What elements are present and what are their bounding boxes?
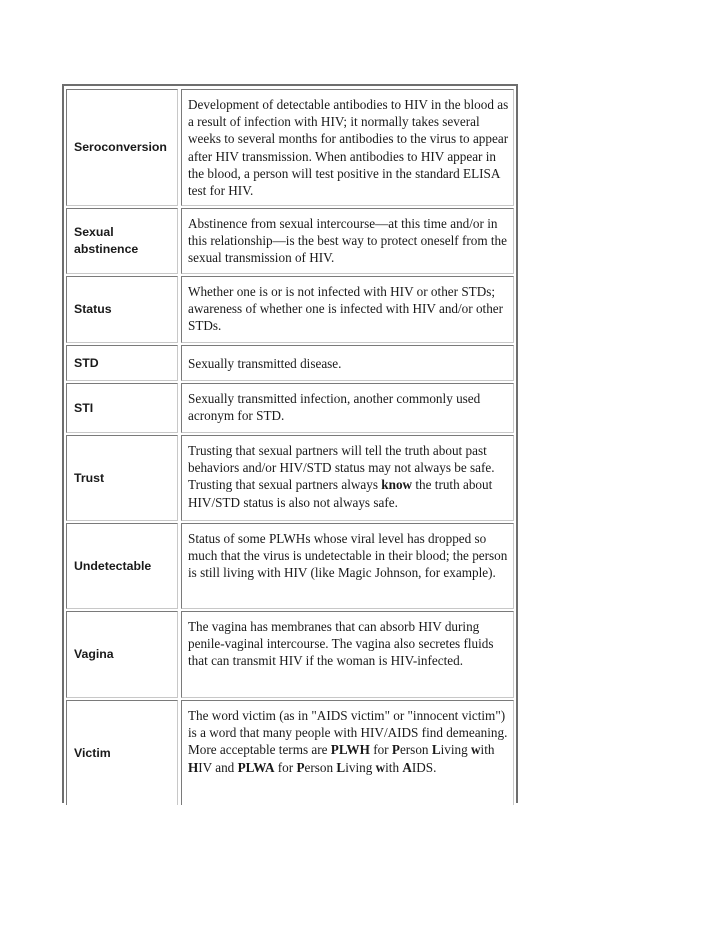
glossary-row-vagina	[66, 611, 514, 698]
term-cell	[66, 383, 178, 433]
definition-text: iving	[345, 759, 376, 775]
definition-text: IDS.	[411, 759, 437, 775]
definition-text: ith	[480, 742, 495, 758]
term-label: Status	[74, 302, 112, 316]
term-label: Seroconversion	[74, 140, 167, 154]
glossary-row-trust	[66, 435, 514, 521]
emphasis-text: w	[375, 759, 386, 775]
glossary-table	[62, 84, 518, 803]
definition-text: erson	[399, 742, 432, 758]
definition-text: erson	[304, 759, 337, 775]
definition-cell: Status of some PLWHs whose viral level has dropped so much that the virus is undetectable in their blood; the person is still living with HIV (like Magic Johnson, for example).	[181, 523, 514, 609]
definition-text: the truth about HIV/STD status is also not always safe.	[188, 477, 493, 510]
emphasis-text: w	[471, 742, 481, 758]
emphasis-text: L	[431, 742, 441, 758]
emphasis-text: PLWH	[330, 742, 370, 758]
term-label: Vagina	[74, 647, 114, 661]
definition-cell: Abstinence from sexual intercourse—at this time and/or in this relationship—is the best way to protect oneself from the sexual transmission of HIV.	[181, 208, 514, 274]
definition-text: for	[274, 759, 297, 775]
definition-cell: Whether one is or is not infected with HIV or other STDs; awareness of whether one is infected with HIV and/or other STDs.	[181, 276, 514, 343]
definition-text: iving	[440, 742, 472, 758]
term-label: STD	[74, 355, 99, 370]
term-label: Victim	[74, 745, 111, 760]
emphasis-text: H	[188, 759, 199, 775]
glossary-row-seroconversion	[66, 89, 514, 206]
definition-cell	[181, 700, 514, 805]
glossary-row-sti	[66, 383, 514, 433]
term-cell	[66, 345, 178, 381]
definition-cell: Development of detectable antibodies to HIV in the blood as a result of infection with HIV; it normally takes several weeks to several months for antibodies to the virus to appear after HIV transmission. When antibodies to HIV appear in the blood, a person will test positive in the standard ELISA test for HIV.	[181, 89, 514, 206]
emphasis-text: PLWA	[237, 759, 275, 775]
term-label: Sexual abstinence	[74, 225, 139, 256]
definition-text: The word victim (as in "AIDS victim" or "innocent victim") is a word that many people with HIV/AIDS find demeaning. More acceptable terms are	[188, 708, 508, 758]
definition-text: for	[369, 742, 392, 758]
emphasis-text: know	[381, 477, 413, 493]
term-cell	[66, 611, 178, 698]
term-label: STI	[74, 400, 94, 415]
definition-cell: Sexually transmitted disease.	[181, 345, 514, 381]
definition-text: Trusting that sexual partners will tell the truth about past behaviors and/or HIV/STD status may not always be safe. Trusting that sexual partners always	[188, 443, 495, 493]
term-cell	[66, 435, 178, 521]
definition-text: ith	[385, 759, 403, 775]
term-label: Undetectable	[74, 558, 152, 573]
definition-text: IV and	[198, 759, 238, 775]
glossary-row-victim	[66, 700, 514, 805]
emphasis-text: P	[391, 742, 400, 758]
term-cell	[66, 523, 178, 609]
emphasis-text: P	[296, 759, 305, 775]
glossary-row-std	[66, 345, 514, 381]
emphasis-text: A	[402, 759, 412, 775]
definition-cell	[181, 435, 514, 521]
definition-cell: The vagina has membranes that can absorb HIV during penile-vaginal intercourse. The vagina also secretes fluids that can transmit HIV if the woman is HIV-infected.	[181, 611, 514, 698]
definition-cell: Sexually transmitted infection, another commonly used acronym for STD.	[181, 383, 514, 433]
glossary-row-status	[66, 276, 514, 343]
emphasis-text: L	[336, 759, 346, 775]
glossary-row-sexual-abstinence	[66, 208, 514, 274]
glossary-row-undetectable	[66, 523, 514, 609]
term-cell	[66, 276, 178, 343]
term-cell	[66, 89, 178, 206]
term-label: Trust	[74, 470, 105, 485]
term-cell	[66, 208, 178, 274]
term-cell	[66, 700, 178, 805]
